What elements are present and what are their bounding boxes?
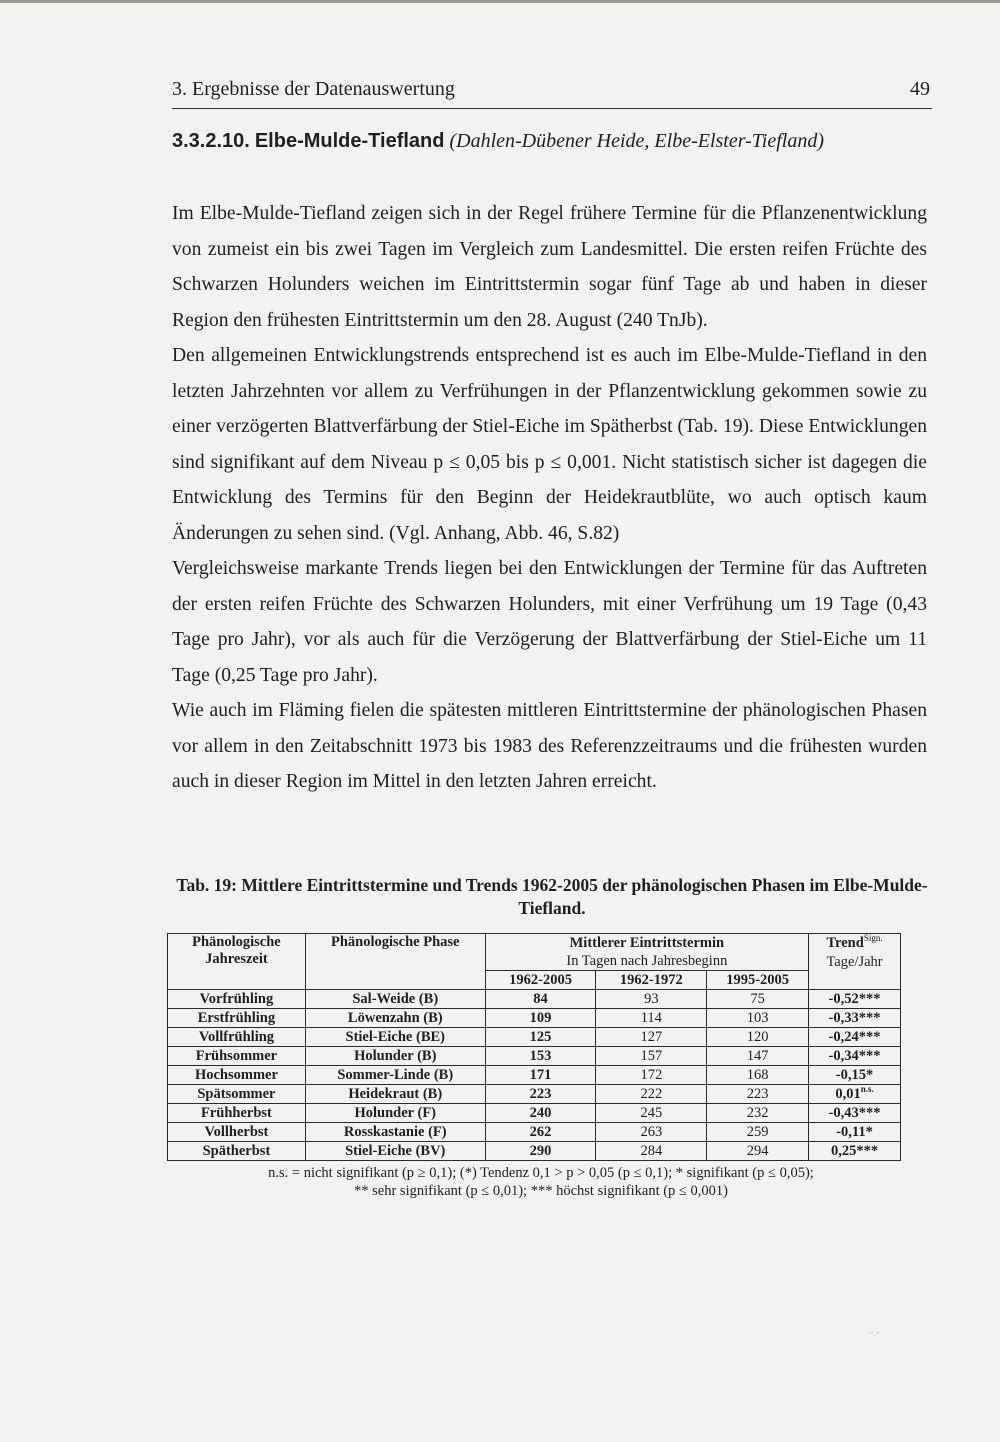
trend-value: 0,01	[835, 1085, 861, 1102]
trend-label: Trend	[826, 935, 864, 951]
value-1995-2005: 223	[707, 1085, 809, 1104]
trend-ns-sup: n.s.	[860, 1083, 874, 1094]
value-1962-1972: 172	[596, 1066, 707, 1085]
period-header: 1962-1972	[596, 971, 707, 990]
season-cell: Vollfrühling	[168, 1028, 306, 1047]
trend-cell: -0,11*	[809, 1123, 901, 1142]
section-heading	[172, 130, 824, 153]
table-row	[168, 1104, 901, 1123]
value-1962-1972: 93	[596, 990, 707, 1009]
table-header-row	[168, 934, 901, 953]
value-1962-1972: 284	[596, 1142, 707, 1161]
phase-cell: Stiel-Eiche (BV)	[305, 1142, 485, 1161]
value-1962-1972: 157	[596, 1047, 707, 1066]
section-number: 3.3.2.10.	[172, 130, 250, 152]
table-row	[168, 1009, 901, 1028]
trend-sign-sup: Sign.	[863, 933, 883, 944]
phase-cell: Sommer-Linde (B)	[305, 1066, 485, 1085]
season-cell: Spätherbst	[168, 1142, 306, 1161]
phase-cell: Sal-Weide (B)	[305, 990, 485, 1009]
table-row	[168, 1085, 901, 1104]
value-1995-2005: 120	[707, 1028, 809, 1047]
value-1995-2005: 294	[707, 1142, 809, 1161]
period-header: 1995-2005	[707, 971, 809, 990]
trend-cell: -0,43***	[809, 1104, 901, 1123]
chapter-title: 3. Ergebnisse der Datenauswertung	[172, 78, 455, 100]
scan-smudge: ~.◦	[868, 1328, 880, 1339]
value-1962-1972: 222	[596, 1085, 707, 1104]
table-row	[168, 1047, 901, 1066]
table-row	[168, 1123, 901, 1142]
season-cell: Hochsommer	[168, 1066, 306, 1085]
value-1962-2005: 171	[485, 1066, 596, 1085]
phase-cell: Heidekraut (B)	[305, 1085, 485, 1104]
trend-cell: 0,25***	[809, 1142, 901, 1161]
value-1962-2005: 223	[485, 1085, 596, 1104]
phase-cell: Holunder (B)	[305, 1047, 485, 1066]
col-header-trend	[809, 934, 901, 990]
value-1995-2005: 75	[707, 990, 809, 1009]
page-number: 49	[910, 78, 930, 100]
value-1962-1972: 263	[596, 1123, 707, 1142]
scan-top-edge	[0, 0, 1000, 3]
value-1962-2005: 109	[485, 1009, 596, 1028]
table-caption: Tab. 19: Mittlere Eintrittstermine und Trends 1962-2005 der phänologischen Phasen im Elbe-Mulde-Tiefland.	[176, 875, 928, 918]
value-1962-1972: 127	[596, 1028, 707, 1047]
table-row	[168, 990, 901, 1009]
trend-cell: -0,24***	[809, 1028, 901, 1047]
phenology-table	[167, 933, 901, 1161]
phase-cell: Holunder (F)	[305, 1104, 485, 1123]
value-1962-1972: 245	[596, 1104, 707, 1123]
col-header-mean: Mittlerer Eintrittstermin	[485, 934, 808, 953]
trend-cell	[809, 1085, 901, 1104]
paragraph: Im Elbe-Mulde-Tiefland zeigen sich in der Regel frühere Termine für die Pflanzenentwicklung von zumeist ein bis zwei Tagen im Vergleich zum Landesmittel. Die ersten reifen Früchte des Schwarzen Holunders weichen im Eintrittstermin sogar fünf Tage ab und haben in dieser Region den frühesten Eintrittstermin um den 28. August (240 TnJb).	[172, 203, 927, 331]
table-row	[168, 1066, 901, 1085]
value-1962-2005: 125	[485, 1028, 596, 1047]
value-1995-2005: 103	[707, 1009, 809, 1028]
section-subtitle: (Dahlen-Dübener Heide, Elbe-Elster-Tiefland)	[449, 130, 824, 152]
paragraph: Wie auch im Fläming fielen die spätesten mittleren Eintrittstermine der phänologischen Phasen vor allem in den Zeitabschnitt 1973 bis 1983 des Referenzzeitraums und die frühesten wurden auch in dieser Region im Mittel in den letzten Jahren erreicht.	[172, 700, 927, 792]
value-1962-2005: 240	[485, 1104, 596, 1123]
season-cell: Vollherbst	[168, 1123, 306, 1142]
trend-cell: -0,33***	[809, 1009, 901, 1028]
value-1962-2005: 84	[485, 990, 596, 1009]
value-1995-2005: 259	[707, 1123, 809, 1142]
value-1995-2005: 147	[707, 1047, 809, 1066]
season-cell: Frühherbst	[168, 1104, 306, 1123]
col-header-season: Phänologische Jahreszeit	[168, 934, 306, 990]
page-header	[172, 78, 932, 109]
table-note: ** sehr signifikant (p ≤ 0,01); *** höchst signifikant (p ≤ 0,001)	[354, 1183, 728, 1199]
season-cell: Vorfrühling	[168, 990, 306, 1009]
trend-cell: -0,52***	[809, 990, 901, 1009]
value-1962-2005: 262	[485, 1123, 596, 1142]
phase-cell: Stiel-Eiche (BE)	[305, 1028, 485, 1047]
season-cell: Spätsommer	[168, 1085, 306, 1104]
body-text	[172, 196, 927, 800]
season-cell: Erstfrühling	[168, 1009, 306, 1028]
trend-unit: Tage/Jahr	[826, 954, 883, 970]
paragraph: Vergleichsweise markante Trends liegen bei den Entwicklungen der Termine für das Auftreten der ersten reifen Früchte des Schwarzen Holunders, mit einer Verfrühung um 19 Tage (0,43 Tage pro Jahr), vor als auch für die Verzögerung der Blattverfärbung der Stiel-Eiche um 11 Tage (0,25 Tage pro Jahr).	[172, 558, 927, 686]
period-header: 1962-2005	[485, 971, 596, 990]
col-subheader-mean: In Tagen nach Jahresbeginn	[485, 952, 808, 971]
table-row	[168, 1142, 901, 1161]
value-1995-2005: 168	[707, 1066, 809, 1085]
section-title: Elbe-Mulde-Tiefland	[254, 130, 445, 152]
paragraph: Den allgemeinen Entwicklungstrends entsprechend ist es auch im Elbe-Mulde-Tiefland in den letzten Jahrzehnten vor allem zu Verfrühungen in der Pflanzentwicklung gekommen sowie zu einer verzögerten Blattverfärbung der Stiel-Eiche im Spätherbst (Tab. 19). Diese Entwicklungen sind signifikant auf dem Niveau p ≤ 0,05 bis p ≤ 0,001. Nicht statistisch sicher ist dagegen die Entwicklung des Termins für den Beginn der Heidekrautblüte, wo auch optisch kaum Änderungen zu sehen sind. (Vgl. Anhang, Abb. 46, S.82)	[172, 345, 927, 544]
table-note: n.s. = nicht signifikant (p ≥ 0,1); (*) Tendenz 0,1 > p > 0,05 (p ≤ 0,1); * signifikant (p ≤ 0,05);	[268, 1165, 814, 1181]
value-1995-2005: 232	[707, 1104, 809, 1123]
col-header-phase: Phänologische Phase	[305, 934, 485, 990]
season-cell: Frühsommer	[168, 1047, 306, 1066]
trend-cell: -0,34***	[809, 1047, 901, 1066]
phase-cell: Rosskastanie (F)	[305, 1123, 485, 1142]
trend-cell: -0,15*	[809, 1066, 901, 1085]
value-1962-2005: 290	[485, 1142, 596, 1161]
phase-cell: Löwenzahn (B)	[305, 1009, 485, 1028]
table-row	[168, 1028, 901, 1047]
value-1962-1972: 114	[596, 1009, 707, 1028]
table-notes	[172, 1164, 910, 1200]
value-1962-2005: 153	[485, 1047, 596, 1066]
